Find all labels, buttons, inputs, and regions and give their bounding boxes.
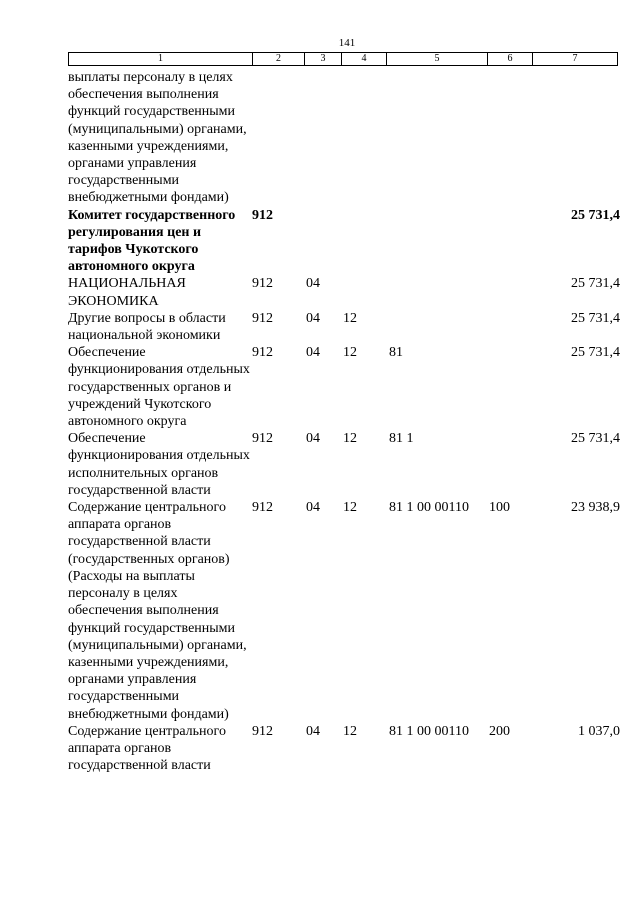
row-pr: 12 [343,723,357,739]
row-vr: 200 [489,723,510,739]
row-name: Другие вопросы в области национальной экономики [68,310,226,344]
row-rz: 04 [306,500,320,516]
header-cell-1: 1 [69,53,253,65]
table-row [68,723,620,775]
table-header [68,52,618,66]
row-rz: 04 [306,431,320,447]
row-name: Обеспечение функционирования отдельных исполнительных органов государственной власти [68,431,250,498]
row-ved: 912 [252,276,273,292]
row-sum: 25 731,4 [571,276,620,292]
header-cell-5: 5 [387,53,488,65]
row-rz: 04 [306,723,320,739]
row-name: Обеспечение функционирования отдельных государственных органов и учреждений Чукотского автономного округа [68,345,250,430]
header-cell-6: 6 [488,53,533,65]
row-ved: 912 [252,207,273,223]
row-ved: 912 [252,310,273,326]
table-row [68,499,620,723]
table-row [68,310,620,344]
row-sum: 23 938,9 [571,500,620,516]
table-row [68,69,620,207]
row-rz: 04 [306,276,320,292]
row-pr: 12 [343,431,357,447]
row-name: Содержание центрального аппарата органов государственной власти (государственных органов) (Расходы на выплаты персоналу в целях обеспечения выполнения функций государственными (муниципальными) органами, казенными учреждениями, органами управления государственными внебюджетными фондами) [68,500,247,722]
row-csr: 81 [389,345,403,361]
header-cell-2: 2 [253,53,305,65]
row-sum: 25 731,4 [571,345,620,361]
row-sum: 25 731,4 [571,310,620,326]
row-csr: 81 1 00 00110 [389,723,469,739]
row-sum: 1 037,0 [578,723,620,739]
row-ved: 912 [252,723,273,739]
page-number: 141 [338,37,356,49]
row-ved: 912 [252,500,273,516]
header-cell-4: 4 [342,53,387,65]
row-name: НАЦИОНАЛЬНАЯ ЭКОНОМИКА [68,276,186,309]
budget-table [68,69,620,774]
table-row [68,430,620,499]
row-rz: 04 [306,310,320,326]
row-ved: 912 [252,431,273,447]
row-rz: 04 [306,345,320,361]
row-name: выплаты персоналу в целях обеспечения выполнения функций государственными (муниципальными) органами, казенными учреждениями, органами управления государственными внебюджетными фондами) [68,70,247,206]
row-pr: 12 [343,345,357,361]
table-row [68,344,620,430]
row-csr: 81 1 00 00110 [389,500,469,516]
row-pr: 12 [343,500,357,516]
row-vr: 100 [489,500,510,516]
row-ved: 912 [252,345,273,361]
row-csr: 81 1 [389,431,414,447]
row-name: Содержание центрального аппарата органов государственной власти [68,723,226,774]
header-cell-7: 7 [572,53,578,64]
header-cell-3: 3 [305,53,342,65]
table-row [68,275,620,309]
row-pr: 12 [343,310,357,326]
row-name: Комитет государственного регулирования цен и тарифов Чукотского автономного округа [68,207,236,275]
row-sum: 25 731,4 [571,207,620,223]
row-sum: 25 731,4 [571,431,620,447]
table-row [68,207,620,276]
